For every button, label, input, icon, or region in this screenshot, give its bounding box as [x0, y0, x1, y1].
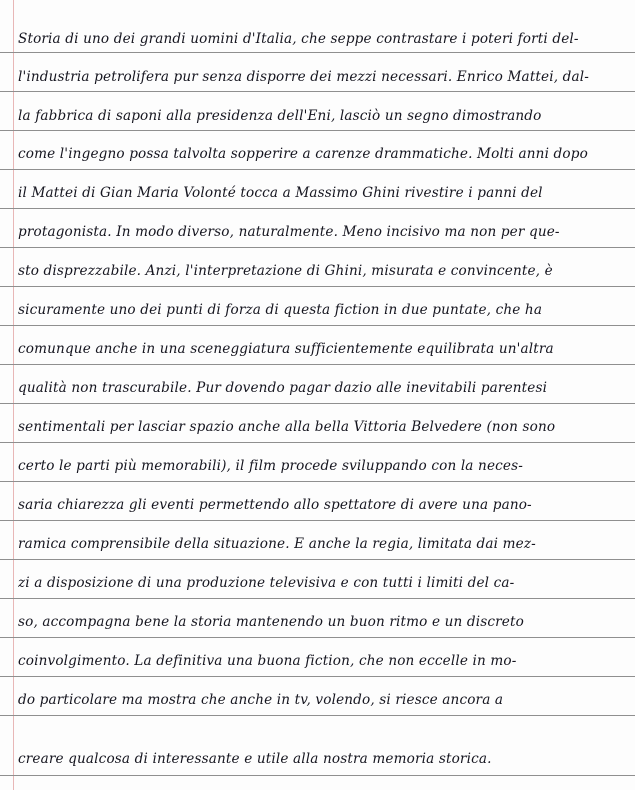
ruled-line	[0, 286, 635, 287]
ruled-line	[0, 364, 635, 365]
text-line: sto disprezzabile. Anzi, l'interpretazione di Ghini, misurata e convincente, è	[18, 263, 553, 279]
ruled-line	[0, 208, 635, 209]
text-line: comunque anche in una sceneggiatura sufficientemente equilibrata un'altra	[18, 341, 554, 357]
text-line: saria chiarezza gli eventi permettendo allo spettatore di avere una pano-	[18, 497, 532, 513]
text-line: sicuramente uno dei punti di forza di questa fiction in due puntate, che ha	[18, 302, 543, 318]
ruled-line	[0, 676, 635, 677]
text-line: come l'ingegno possa talvolta sopperire a carenze drammatiche. Molti anni dopo	[18, 146, 588, 162]
text-line: l'industria petrolifera pur senza disporre dei mezzi necessari. Enrico Mattei, dal-	[18, 69, 590, 85]
text-line: il Mattei di Gian Maria Volonté tocca a Massimo Ghini rivestire i panni del	[18, 185, 543, 201]
ruled-line	[0, 52, 635, 53]
ruled-line	[0, 775, 635, 776]
text-line: sentimentali per lasciar spazio anche alla bella Vittoria Belvedere (non sono	[18, 419, 556, 435]
ruled-line	[0, 481, 635, 482]
ruled-line	[0, 169, 635, 170]
ruled-line	[0, 442, 635, 443]
text-line: zi a disposizione di una produzione televisiva e con tutti i limiti del ca-	[18, 575, 515, 591]
text-line: Storia di uno dei grandi uomini d'Italia, che seppe contrastare i poteri forti del-	[18, 31, 579, 47]
ruled-line	[0, 520, 635, 521]
ruled-line	[0, 637, 635, 638]
text-line: creare qualcosa di interessante e utile alla nostra memoria storica.	[18, 751, 492, 767]
ruled-line	[0, 403, 635, 404]
ruled-line	[0, 247, 635, 248]
text-line: la fabbrica di saponi alla presidenza dell'Eni, lasciò un segno dimostrando	[18, 108, 542, 124]
ruled-line	[0, 130, 635, 131]
ruled-line	[0, 325, 635, 326]
text-line: certo le parti più memorabili), il film procede sviluppando con la neces-	[18, 458, 523, 474]
text-line: coinvolgimento. La definitiva una buona fiction, che non eccelle in mo-	[18, 653, 517, 669]
ruled-line	[0, 598, 635, 599]
text-line: do particolare ma mostra che anche in tv, volendo, si riesce ancora a	[18, 692, 504, 708]
text-line: ramica comprensibile della situazione. E anche la regia, limitata dai mez-	[18, 536, 536, 552]
text-line: protagonista. In modo diverso, naturalmente. Meno incisivo ma non per que-	[18, 224, 560, 240]
text-line: qualità non trascurabile. Pur dovendo pagar dazio alle inevitabili parentesi	[18, 380, 548, 396]
ruled-line	[0, 715, 635, 716]
text-line: so, accompagna bene la storia mantenendo un buon ritmo e un discreto	[18, 614, 524, 630]
ruled-line	[0, 559, 635, 560]
ruled-line	[0, 91, 635, 92]
